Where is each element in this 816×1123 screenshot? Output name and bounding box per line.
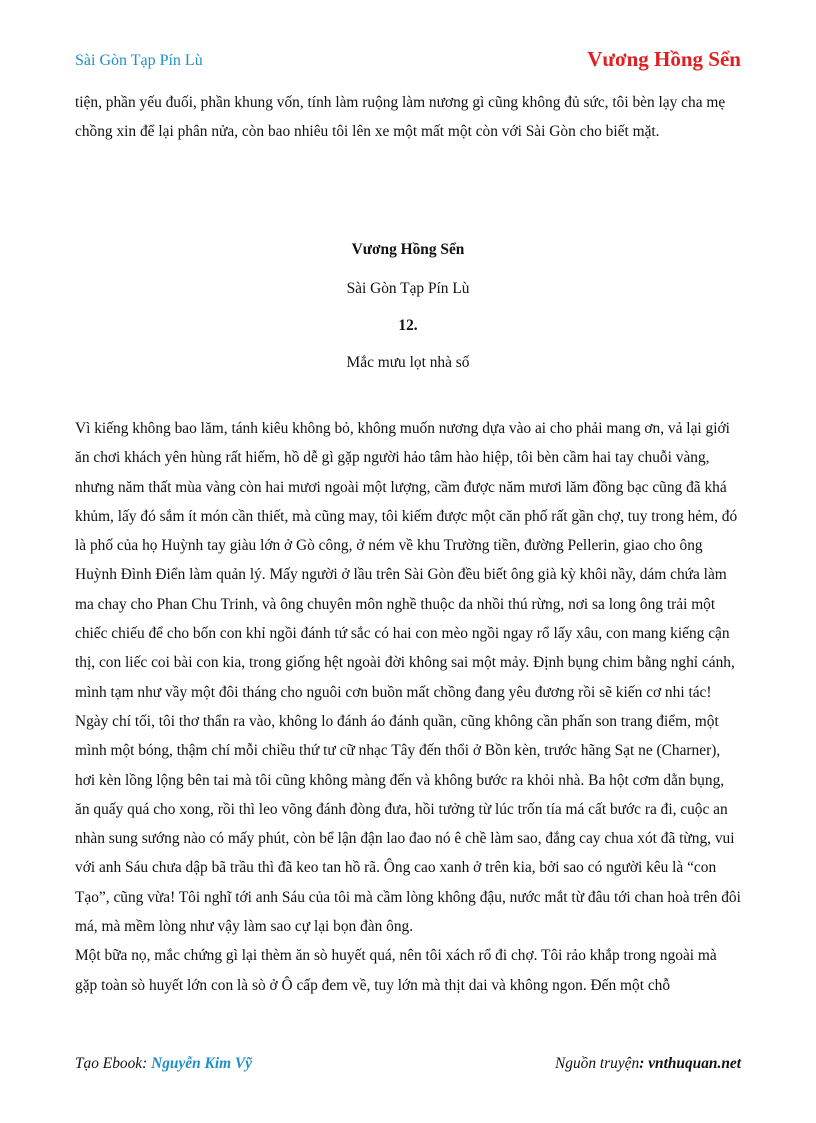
- footer-source-sep: :: [639, 1055, 649, 1072]
- footer-source-credit: [555, 1055, 741, 1073]
- footer-source-site: vnthuquan.net: [648, 1055, 741, 1072]
- header-author: Vương Hồng Sển: [587, 47, 741, 71]
- footer-ebook-credit: [75, 1055, 252, 1073]
- footer-ebook-name: Nguyễn Kim Vỹ: [151, 1055, 253, 1072]
- footer-ebook-sep: :: [142, 1055, 152, 1072]
- body-paragraph-2: Ngày chí tối, tôi thơ thẩn ra vào, không lo đánh áo đánh quần, cũng không cần phấn son trang điểm, một mình một bóng, thậm chí mỗi chiều thứ tư cữ nhạc Tây đến thổi ở Bồn kèn, trước hãng Sạt ne (Charner), hơi kèn lồng lộng bên tai mà tôi cũng không màng đến và không bước ra khỏi nhà. Ba hột cơm dằn bụng, ăn quấy quá cho xong, rồi thì leo võng đánh đòng đưa, hồi tưởng từ lúc trốn tía má cất bước ra đi, cuộc an nhàn sung sướng nào có mấy phút, còn bể lận đận lao đao nó ê chề làm sao, đắng cay chua xót đã từng, vui với anh Sáu chưa dập bã trầu thì đã keo tan hồ rã. Ông cao xanh ở trên kia, bởi sao có người kêu là “con Tạo”, cũng vừa! Tôi nghĩ tới anh Sáu của tôi mà cầm lòng không đậu, nước mắt từ đâu tới chan hoà trên đôi má, mà mềm lòng như vậy làm sao cự lại bọn đàn ông.: [75, 712, 741, 936]
- chapter-author: Vương Hồng Sển: [351, 241, 465, 258]
- body-paragraph-3: Một bữa nọ, mắc chứng gì lại thèm ăn sò huyết quá, nên tôi xách rổ đi chợ. Tôi rảo khắp trong ngoài mà gặp toàn sò huyết lớn con là sò ở Ô cấp đem về, tuy lớn mà thịt dai và không ngon. Đến một chỗ: [75, 947, 717, 994]
- header-book-title: Sài Gòn Tạp Pín Lù: [75, 52, 203, 69]
- footer-source-label: Nguồn truyện: [554, 1055, 640, 1072]
- body-paragraph-1: Vì kiếng không bao lăm, tánh kiêu không bỏ, không muốn nương dựa vào ai cho phải mang ơn, vả lại giới ăn chơi khách yên hùng rất hiếm, hồ dễ gì gặp người hảo tâm hào hiệp, tôi bèn cầm hai tay chuỗi vàng, nhưng năm thất mùa vàng còn hai mươi ngoài một lượng, cầm được năm mươi lăm đồng bạc cũng đã khá khủm, lấy đó sắm ít món cần thiết, mà cũng may, tôi kiếm được một căn phố rất gần chợ, tuy trong hẻm, đó là phố của họ Huỳnh tay giàu lớn ở Gò công, ở ném về khu Trường tiền, đường Pellerin, giao cho ông Huỳnh Đình Điển làm quản lý. Mấy người ở lầu trên Sài Gòn đều biết ông già kỳ khôi nầy, dám chứa làm ma chay cho Phan Chu Trinh, và ông chuyên môn nghề thuộc da nhồi thú rừng, nơi sa long ông trải một chiếc chiếu để cho bốn con khỉ ngồi đánh tứ sắc có hai con mèo ngồi ngay rổ lấy xâu, con mang kiếng cận thị, con liếc coi bài con kia, trong giống hệt ngoài đời không sai một mảy. Định bụng chim bằng nghỉ cánh, mình tạm như vầy một đôi tháng cho nguôi cơn buồn mất chồng đang yêu đương rồi sẽ kiến cơ nhi tác!: [75, 420, 738, 701]
- footer-ebook-label: Tạo Ebook: [75, 1055, 143, 1072]
- intro-paragraph: tiện, phần yếu đuối, phần khung vốn, tính làm ruộng làm nương gì cũng không đủ sức, tôi bèn lạy cha mẹ chồng xin để lại phân nửa, còn bao nhiêu tôi lên xe một mất một còn với Sài Gòn cho biết mặt.: [75, 94, 726, 141]
- chapter-title: Mắc mưu lọt nhà số: [346, 354, 470, 371]
- chapter-number: 12.: [398, 317, 418, 334]
- chapter-body: [75, 414, 741, 1000]
- chapter-book-title: Sài Gòn Tạp Pín Lù: [346, 280, 470, 297]
